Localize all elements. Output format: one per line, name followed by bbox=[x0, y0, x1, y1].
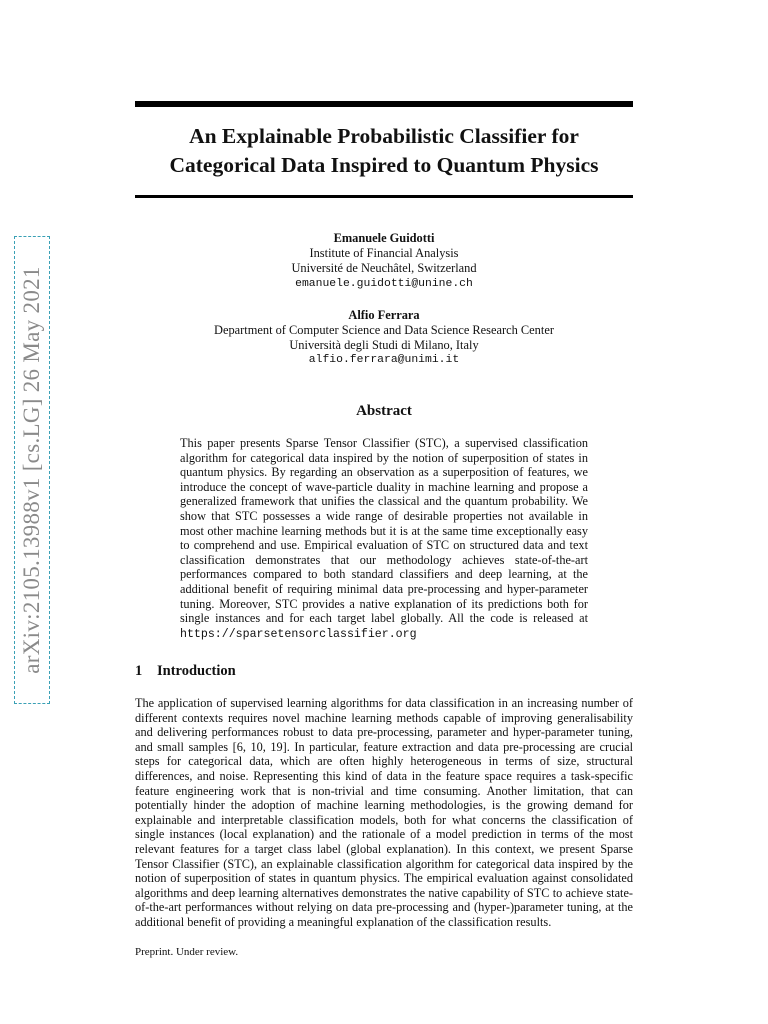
author-affiliation: Université de Neuchâtel, Switzerland bbox=[291, 261, 477, 276]
introduction-paragraph: The application of supervised learning algorithms for data classification in an increasing number of different contexts requires novel machine learning methods capable of improving generalisability and delivering performances robust to data pre-processing, parameter and hyper-parameter tuning, and small samples [6, 10, 19]. In particular, feature extraction and data pre-processing are crucial steps for categorical data, which are often highly heterogeneous in terms of size, structural differences, and noise. Representing this kind of data in the feature space requires a task-specific feature engineering work that is non-trivial and time consuming. Another limitation, that can potentially hinder the adoption of machine learning methodologies, is the growing demand for explainable and interpretable classification models, both for what concerns the classification of single instances (local explanation) and the rationale of a model prediction in terms of the most relevant features for a target class label (global explanation). In this context, we present Sparse Tensor Classifier (STC), an explainable classification algorithm for categorical data inspired by the notion of superposition of states in quantum physics. The empirical evaluation against consolidated algorithms and deep learning alternatives demonstrates the native capability of STC to achieve state-of-the-art performances without relying on data pre-processing and (hyper-)parameter tuning, at the additional benefit of providing a meaningful explanation of the classification results. bbox=[135, 696, 633, 929]
author-name: Emanuele Guidotti bbox=[333, 231, 435, 245]
arxiv-stamp[interactable] bbox=[14, 236, 50, 704]
abstract-paragraph: This paper presents Sparse Tensor Classifier (STC), a supervised classification algorithm for categorical data inspired by the notion of superposition of states in quantum physics. By regarding an observation as a superposition of features, we introduce the concept of wave-particle duality in machine learning and propose a generalized framework that unifies the classical and the quantum probability. We show that STC possesses a wide range of desirable properties not available in most other machine learning methods but it is at the same time exceptionally easy to comprehend and use. Empirical evaluation of STC on structured data and text classification demonstrates that our methodology achieves state-of-the-art performances compared to both standard classifiers and deep learning, at the additional benefit of requiring minimal data pre-processing and hyper-parameter tuning. Moreover, STC provides a native explanation of its predictions both for single instances and for each target label globally. All the code is released at bbox=[180, 436, 588, 626]
abstract-text bbox=[180, 436, 588, 642]
section-title: Introduction bbox=[157, 663, 236, 679]
title-line-1: An Explainable Probabilistic Classifier for bbox=[189, 124, 579, 148]
title-rule-top bbox=[135, 101, 633, 107]
author-2 bbox=[135, 308, 633, 369]
author-affiliation: Department of Computer Science and Data Science Research Center bbox=[214, 323, 554, 338]
author-affiliation: Università degli Studi di Milano, Italy bbox=[289, 338, 479, 353]
paper-title bbox=[135, 122, 633, 180]
author-name: Alfio Ferrara bbox=[348, 307, 420, 322]
abstract-heading: Abstract bbox=[356, 403, 412, 419]
section-heading-introduction bbox=[135, 663, 633, 680]
preprint-footer: Preprint. Under review. bbox=[135, 946, 239, 958]
author-1 bbox=[135, 231, 633, 292]
author-affiliation: Institute of Financial Analysis bbox=[309, 246, 459, 261]
arxiv-identifier: arXiv:2105.13988v1 [cs.LG] 26 May 2021 bbox=[19, 266, 44, 674]
title-line-2: Categorical Data Inspired to Quantum Physics bbox=[169, 153, 599, 177]
author-email[interactable]: emanuele.guidotti@unine.ch bbox=[295, 277, 473, 290]
author-list bbox=[135, 231, 633, 369]
title-rule-bottom bbox=[135, 195, 633, 198]
author-email[interactable]: alfio.ferrara@unimi.it bbox=[308, 354, 460, 367]
code-url-link[interactable]: https://sparsetensorclassifier.org bbox=[180, 627, 417, 641]
section-number: 1 bbox=[135, 663, 143, 679]
